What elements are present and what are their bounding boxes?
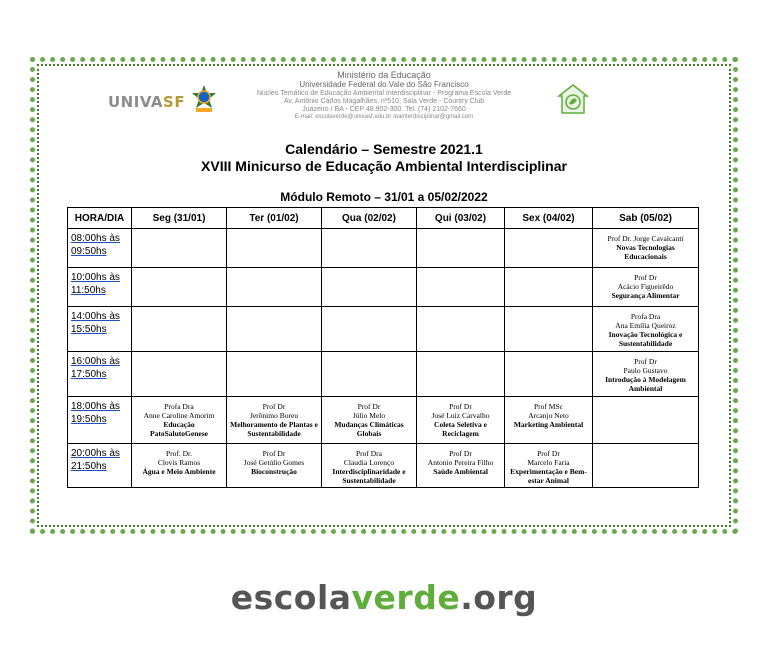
- speaker-info: Marcelo Faria: [527, 458, 570, 467]
- speaker-info: Prof Dr: [634, 357, 657, 366]
- schedule-cell: [505, 268, 593, 307]
- speaker-info: Clovis Ramos: [157, 458, 201, 467]
- time-start: 14:00hs às: [71, 311, 120, 322]
- calendar-title: Calendário – Semestre 2021.1: [285, 141, 483, 157]
- schedule-cell: [593, 268, 699, 307]
- schedule-cell: [227, 352, 322, 397]
- table-row: [68, 268, 699, 307]
- schedule-cell: [322, 444, 417, 488]
- table-row: [68, 229, 699, 268]
- speaker-info: José Getúlio Gomes: [243, 458, 305, 467]
- schedule-cell: [132, 307, 227, 352]
- table-row: [68, 444, 699, 488]
- speaker-info: Prof. Dr.: [165, 449, 193, 458]
- session-topic: Água e Meio Ambiente: [142, 467, 216, 476]
- speaker-info: Prof Dr: [537, 449, 560, 458]
- header-ter: Ter (01/02): [227, 208, 322, 229]
- session-topic: Mudanças Climáticas Globais: [334, 420, 404, 438]
- session-topic: Segurança Alimentar: [611, 291, 680, 300]
- header-hora-dia: HORA/DIA: [68, 208, 132, 229]
- schedule-cell: [227, 444, 322, 488]
- time-end: 17:50hs: [71, 368, 107, 380]
- schedule-cell: [322, 268, 417, 307]
- course-title: XVIII Minicurso de Educação Ambiental Interdisciplinar: [201, 158, 567, 174]
- speaker-info: José Luiz Carvalho: [431, 411, 490, 420]
- time-start: 18:00hs às: [71, 401, 120, 412]
- schedule-cell: [132, 229, 227, 268]
- schedule-cell: [505, 229, 593, 268]
- speaker-info: Arcanjo Neto: [528, 411, 569, 420]
- header-qui: Qui (03/02): [417, 208, 505, 229]
- session-topic: Saúde Ambiental: [433, 467, 488, 476]
- table-row: [68, 397, 699, 444]
- speaker-info: Prof Dr: [262, 449, 286, 458]
- time-start: 20:00hs às: [71, 448, 120, 459]
- schedule-cell: [227, 397, 322, 444]
- schedule-cell: [593, 397, 699, 444]
- time-start: 10:00hs às: [71, 272, 120, 283]
- session-topic: Interdisciplinaridade e Sustentabilidade: [332, 467, 406, 485]
- header-seg: Seg (31/01): [132, 208, 227, 229]
- schedule-cell: [593, 352, 699, 397]
- time-end: 21:50hs: [71, 460, 107, 472]
- time-slot: [68, 229, 132, 268]
- time-slot: [68, 307, 132, 352]
- schedule-cell: [227, 268, 322, 307]
- header-sex: Sex (04/02): [505, 208, 593, 229]
- program-line: Núcleo Temático de Educação Ambiental Interdisciplinar - Programa Escola Verde: [256, 89, 512, 97]
- speaker-info: Paulo Gustavo: [623, 366, 668, 375]
- time-end: 11:50hs: [71, 284, 106, 296]
- speaker-info: Prof Dr: [449, 449, 472, 458]
- speaker-info: Profa Dra: [630, 312, 661, 321]
- schedule-cell: [593, 444, 699, 488]
- schedule-cell: [227, 307, 322, 352]
- session-topic: Introdução à Modelagem Ambiental: [605, 375, 686, 393]
- univasf-logo: UNIVASF: [108, 93, 186, 111]
- speaker-info: Ana Emília Queiroz: [615, 321, 676, 330]
- schedule-cell: [132, 397, 227, 444]
- schedule-cell: [417, 307, 505, 352]
- escolaverde-brand: escolaverde.org: [230, 578, 538, 617]
- time-slot: [68, 268, 132, 307]
- session-topic: Marketing Ambiental: [513, 420, 584, 429]
- schedule-cell: [505, 397, 593, 444]
- speaker-info: Prof MSc: [534, 402, 563, 411]
- university-line: Universidade Federal do Vale do São Francisco: [299, 80, 469, 90]
- header-sab: Sab (05/02): [593, 208, 699, 229]
- speaker-info: Prof Dr: [262, 402, 286, 411]
- schedule-cell: [505, 307, 593, 352]
- schedule-table: [67, 207, 699, 488]
- table-row: [68, 352, 699, 397]
- table-header-row: [68, 208, 699, 229]
- speaker-info: Prof Dr: [357, 402, 381, 411]
- schedule-cell: [505, 352, 593, 397]
- session-topic: Experimentação e Bem-estar Animal: [510, 467, 587, 485]
- address-line: Av. Antônio Carlos Magalhães, nº510, Sala Verde - Country Club: [283, 97, 485, 105]
- session-topic: Inovação Tecnológica e Sustentabilidade: [608, 330, 683, 348]
- schedule-cell: [417, 352, 505, 397]
- city-phone-line: Juazeiro / BA - CEP 48.902-300. Tel. (74) 2102-7660: [302, 105, 466, 113]
- session-topic: Coleta Seletiva e Reciclagem: [434, 420, 487, 438]
- speaker-info: Acácio Figueirêdo: [617, 282, 674, 291]
- header-qua: Qua (02/02): [322, 208, 417, 229]
- speaker-info: Prof Dr: [449, 402, 472, 411]
- time-slot: [68, 444, 132, 488]
- schedule-cell: [322, 229, 417, 268]
- speaker-info: Jerônimo Boreu: [249, 411, 299, 420]
- time-end: 19:50hs: [71, 413, 107, 425]
- session-topic: Bioconstrução: [251, 467, 297, 476]
- time-start: 16:00hs às: [71, 356, 120, 367]
- schedule-cell: [227, 229, 322, 268]
- schedule-cell: [417, 268, 505, 307]
- time-start: 08:00hs às: [71, 233, 120, 244]
- schedule-cell: [505, 444, 593, 488]
- schedule-cell: [593, 307, 699, 352]
- schedule-cell: [417, 229, 505, 268]
- schedule-cell: [132, 268, 227, 307]
- schedule-cell: [322, 352, 417, 397]
- speaker-info: Antonio Pereira Filho: [427, 458, 494, 467]
- speaker-info: Anne Caroline Amorim: [143, 411, 215, 420]
- speaker-info: Profa Dra: [164, 402, 194, 411]
- house-leaf-icon: [556, 82, 590, 116]
- schedule-cell: [132, 352, 227, 397]
- schedule-cell: [417, 397, 505, 444]
- session-topic: Educação PatoSalutoGenese: [150, 420, 208, 438]
- speaker-info: Prof Dr. Jorge Cavalcanti: [607, 234, 684, 243]
- speaker-info: Prof Dra: [355, 449, 383, 458]
- schedule-cell: [322, 397, 417, 444]
- schedule-cell: [322, 307, 417, 352]
- email-line: E-mail: escolaverde@univasf.edu.br /eainterdisciplinar@gmail.com: [294, 113, 474, 120]
- speaker-info: Prof Dr: [634, 273, 657, 282]
- time-slot: [68, 397, 132, 444]
- time-end: 09:50hs: [71, 245, 107, 257]
- speaker-info: Júlio Melo: [352, 411, 386, 420]
- session-topic: Novas Tecnologias Educacionais: [616, 243, 675, 261]
- schedule-cell: [593, 229, 699, 268]
- institution-info: [210, 70, 558, 121]
- session-topic: Melhoramento de Plantas e Sustentabilidade: [230, 420, 318, 438]
- table-row: [68, 307, 699, 352]
- time-end: 15:50hs: [71, 323, 107, 335]
- schedule-cell: [132, 444, 227, 488]
- schedule-cell: [417, 444, 505, 488]
- title-block: [0, 141, 768, 174]
- module-subtitle: Módulo Remoto – 31/01 a 05/02/2022: [280, 190, 488, 204]
- ministry-line: Ministério da Educação: [337, 70, 431, 80]
- speaker-info: Claudia Lorenço: [343, 458, 395, 467]
- time-slot: [68, 352, 132, 397]
